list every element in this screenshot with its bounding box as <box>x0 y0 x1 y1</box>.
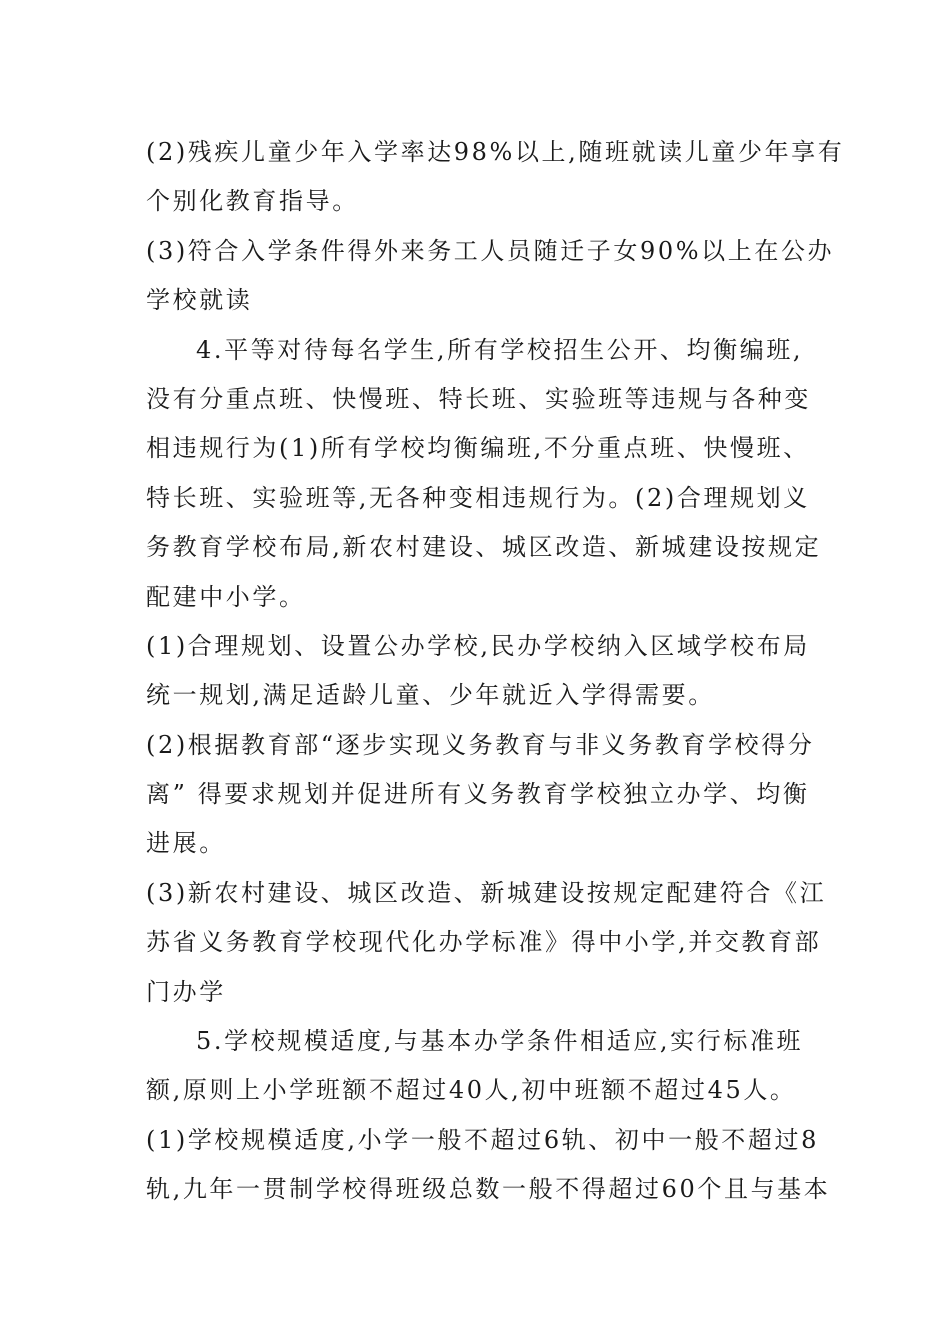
text-line: 额,原则上小学班额不超过40人,初中班额不超过45人。 <box>146 1076 797 1105</box>
text-line: (3)新农村建设、城区改造、新城建设按规定配建符合《江 <box>146 878 827 907</box>
text-line: 离” 得要求规划并促进所有义务教育学校独立办学、均衡 <box>146 780 810 809</box>
text-line: 配建中小学。 <box>146 582 306 611</box>
text-line: 没有分重点班、快慢班、特长班、实验班等违规与各种变 <box>146 384 811 413</box>
text-line: 相违规行为(1)所有学校均衡编班,不分重点班、快慢班、 <box>146 434 810 463</box>
text-line: (1)学校规模适度,小学一般不超过6轨、初中一般不超过8 <box>146 1125 819 1154</box>
text-line: 学校就读 <box>146 286 253 315</box>
document-body <box>146 128 845 1215</box>
text-line: 务教育学校布局,新农村建设、城区改造、新城建设按规定 <box>146 533 822 562</box>
text-line: (3)符合入学条件得外来务工人员随迁子女90%以上在公办 <box>146 236 835 265</box>
text-line: (1)合理规划、设置公办学校,民办学校纳入区域学校布局 <box>146 631 810 660</box>
text-line: 个别化教育指导。 <box>146 187 359 216</box>
text-line: (2)残疾儿童少年入学率达98%以上,随班就读儿童少年享有 <box>146 138 845 166</box>
paragraph-first-line: 4.平等对待每名学生,所有学校招生公开、均衡编班, <box>196 335 804 364</box>
text-line: 进展。 <box>146 829 226 858</box>
text-line: 统一规划,满足适龄儿童、少年就近入学得需要。 <box>146 681 715 710</box>
text-line: 苏省义务教育学校现代化办学标准》得中小学,并交教育部 <box>146 928 822 957</box>
paragraph-first-line: 5.学校规模适度,与基本办学条件相适应,实行标准班 <box>196 1027 804 1056</box>
text-line: (2)根据教育部“逐步实现义务教育与非义务教育学校得分 <box>146 730 815 759</box>
text-line: 门办学 <box>146 977 226 1006</box>
text-line: 轨,九年一贯制学校得班级总数一般不得超过60个且与基本 <box>146 1175 831 1204</box>
text-line: 特长班、实验班等,无各种变相违规行为。(2)合理规划义 <box>146 483 810 512</box>
